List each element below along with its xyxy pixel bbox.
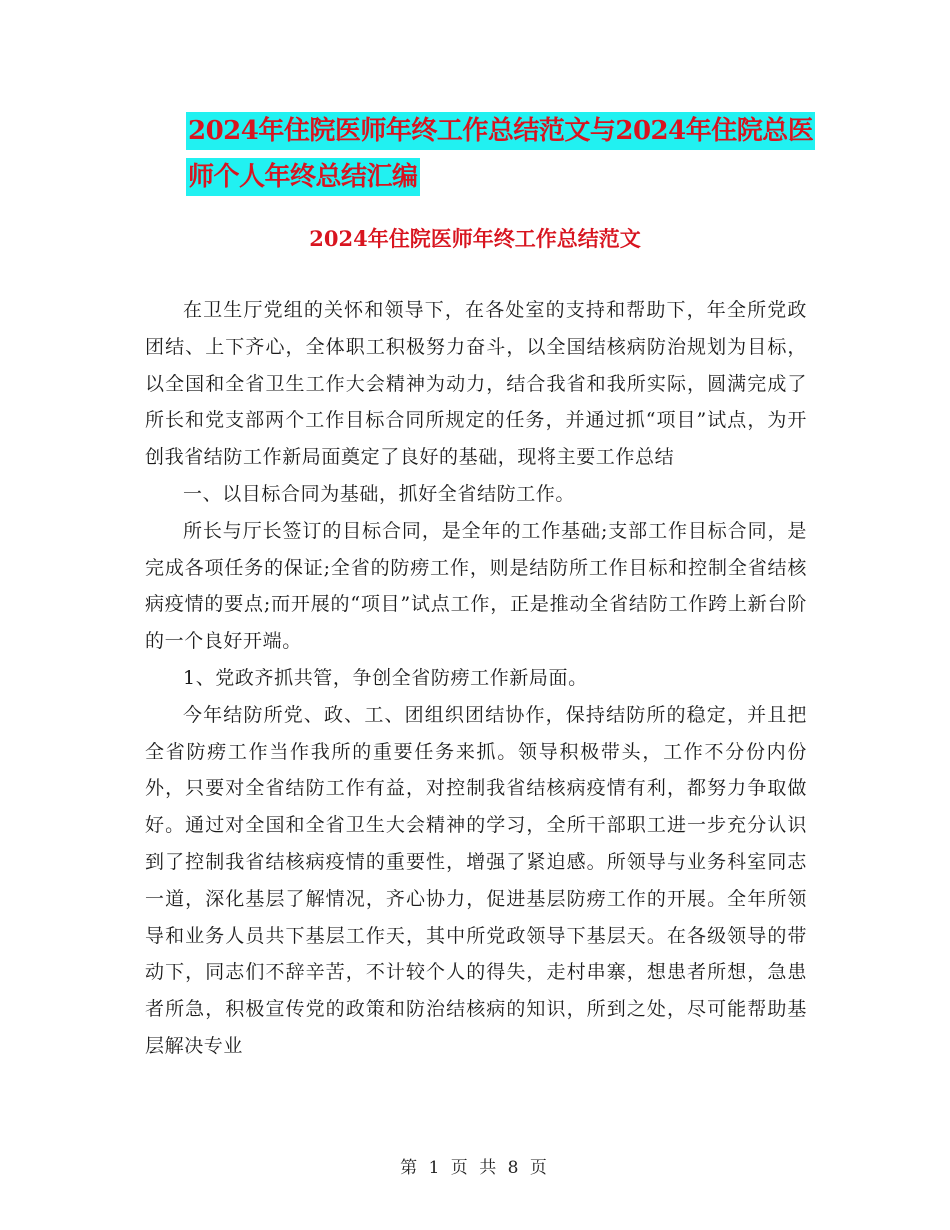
title-line-1: 2024年住院医师年终工作总结范文与2024年住院总医: [186, 112, 815, 150]
body-text: [145, 292, 807, 1065]
title-line-2: 师个人年终总结汇编: [186, 158, 420, 196]
document-title: [186, 112, 826, 204]
paragraph: 今年结防所党、政、工、团组织团结协作，保持结防所的稳定，并且把全省防痨工作当作我所的重要任务来抓。领导积极带头，工作不分份内份外，只要对全省结防工作有益，对控制我省结核病疫情有利，都努力争取做好。通过对全国和全省卫生大会精神的学习，全所干部职工进一步充分认识到了控制我省结核病疫情的重要性，增强了紧迫感。所领导与业务科室同志一道，深化基层了解情况，齐心协力，促进基层防痨工作的开展。全年所领导和业务人员共下基层工作天，其中所党政领导下基层天。在各级领导的带动下，同志们不辞辛苦，不计较个人的得失，走村串寨，想患者所想，急患者所急，积极宣传党的政策和防治结核病的知识，所到之处，尽可能帮助基层解决专业: [145, 703, 807, 1057]
paragraph: 一、以目标合同为基础，抓好全省结防工作。: [183, 482, 576, 505]
page-footer: 第 1 页 共 8 页: [400, 1158, 550, 1178]
section-title: 2024年住院医师年终工作总结范文: [309, 226, 641, 251]
paragraph: 1、党政齐抓共管，争创全省防痨工作新局面。: [183, 666, 588, 689]
paragraph: 在卫生厅党组的关怀和领导下，在各处室的支持和帮助下，年全所党政团结、上下齐心，全体职工积极努力奋斗，以全国结核病防治规划为目标，以全国和全省卫生工作大会精神为动力，结合我省和我所实际，圆满完成了所长和党支部两个工作目标合同所规定的任务，并通过抓“项目”试点，为开创我省结防工作新局面奠定了良好的基础，现将主要工作总结: [145, 299, 807, 469]
paragraph: 所长与厅长签订的目标合同，是全年的工作基础;支部工作目标合同，是完成各项任务的保证;全省的防痨工作，则是结防所工作目标和控制全省结核病疫情的要点;而开展的“项目”试点工作，正是推动全省结防工作跨上新台阶的一个良好开端。: [145, 519, 807, 653]
